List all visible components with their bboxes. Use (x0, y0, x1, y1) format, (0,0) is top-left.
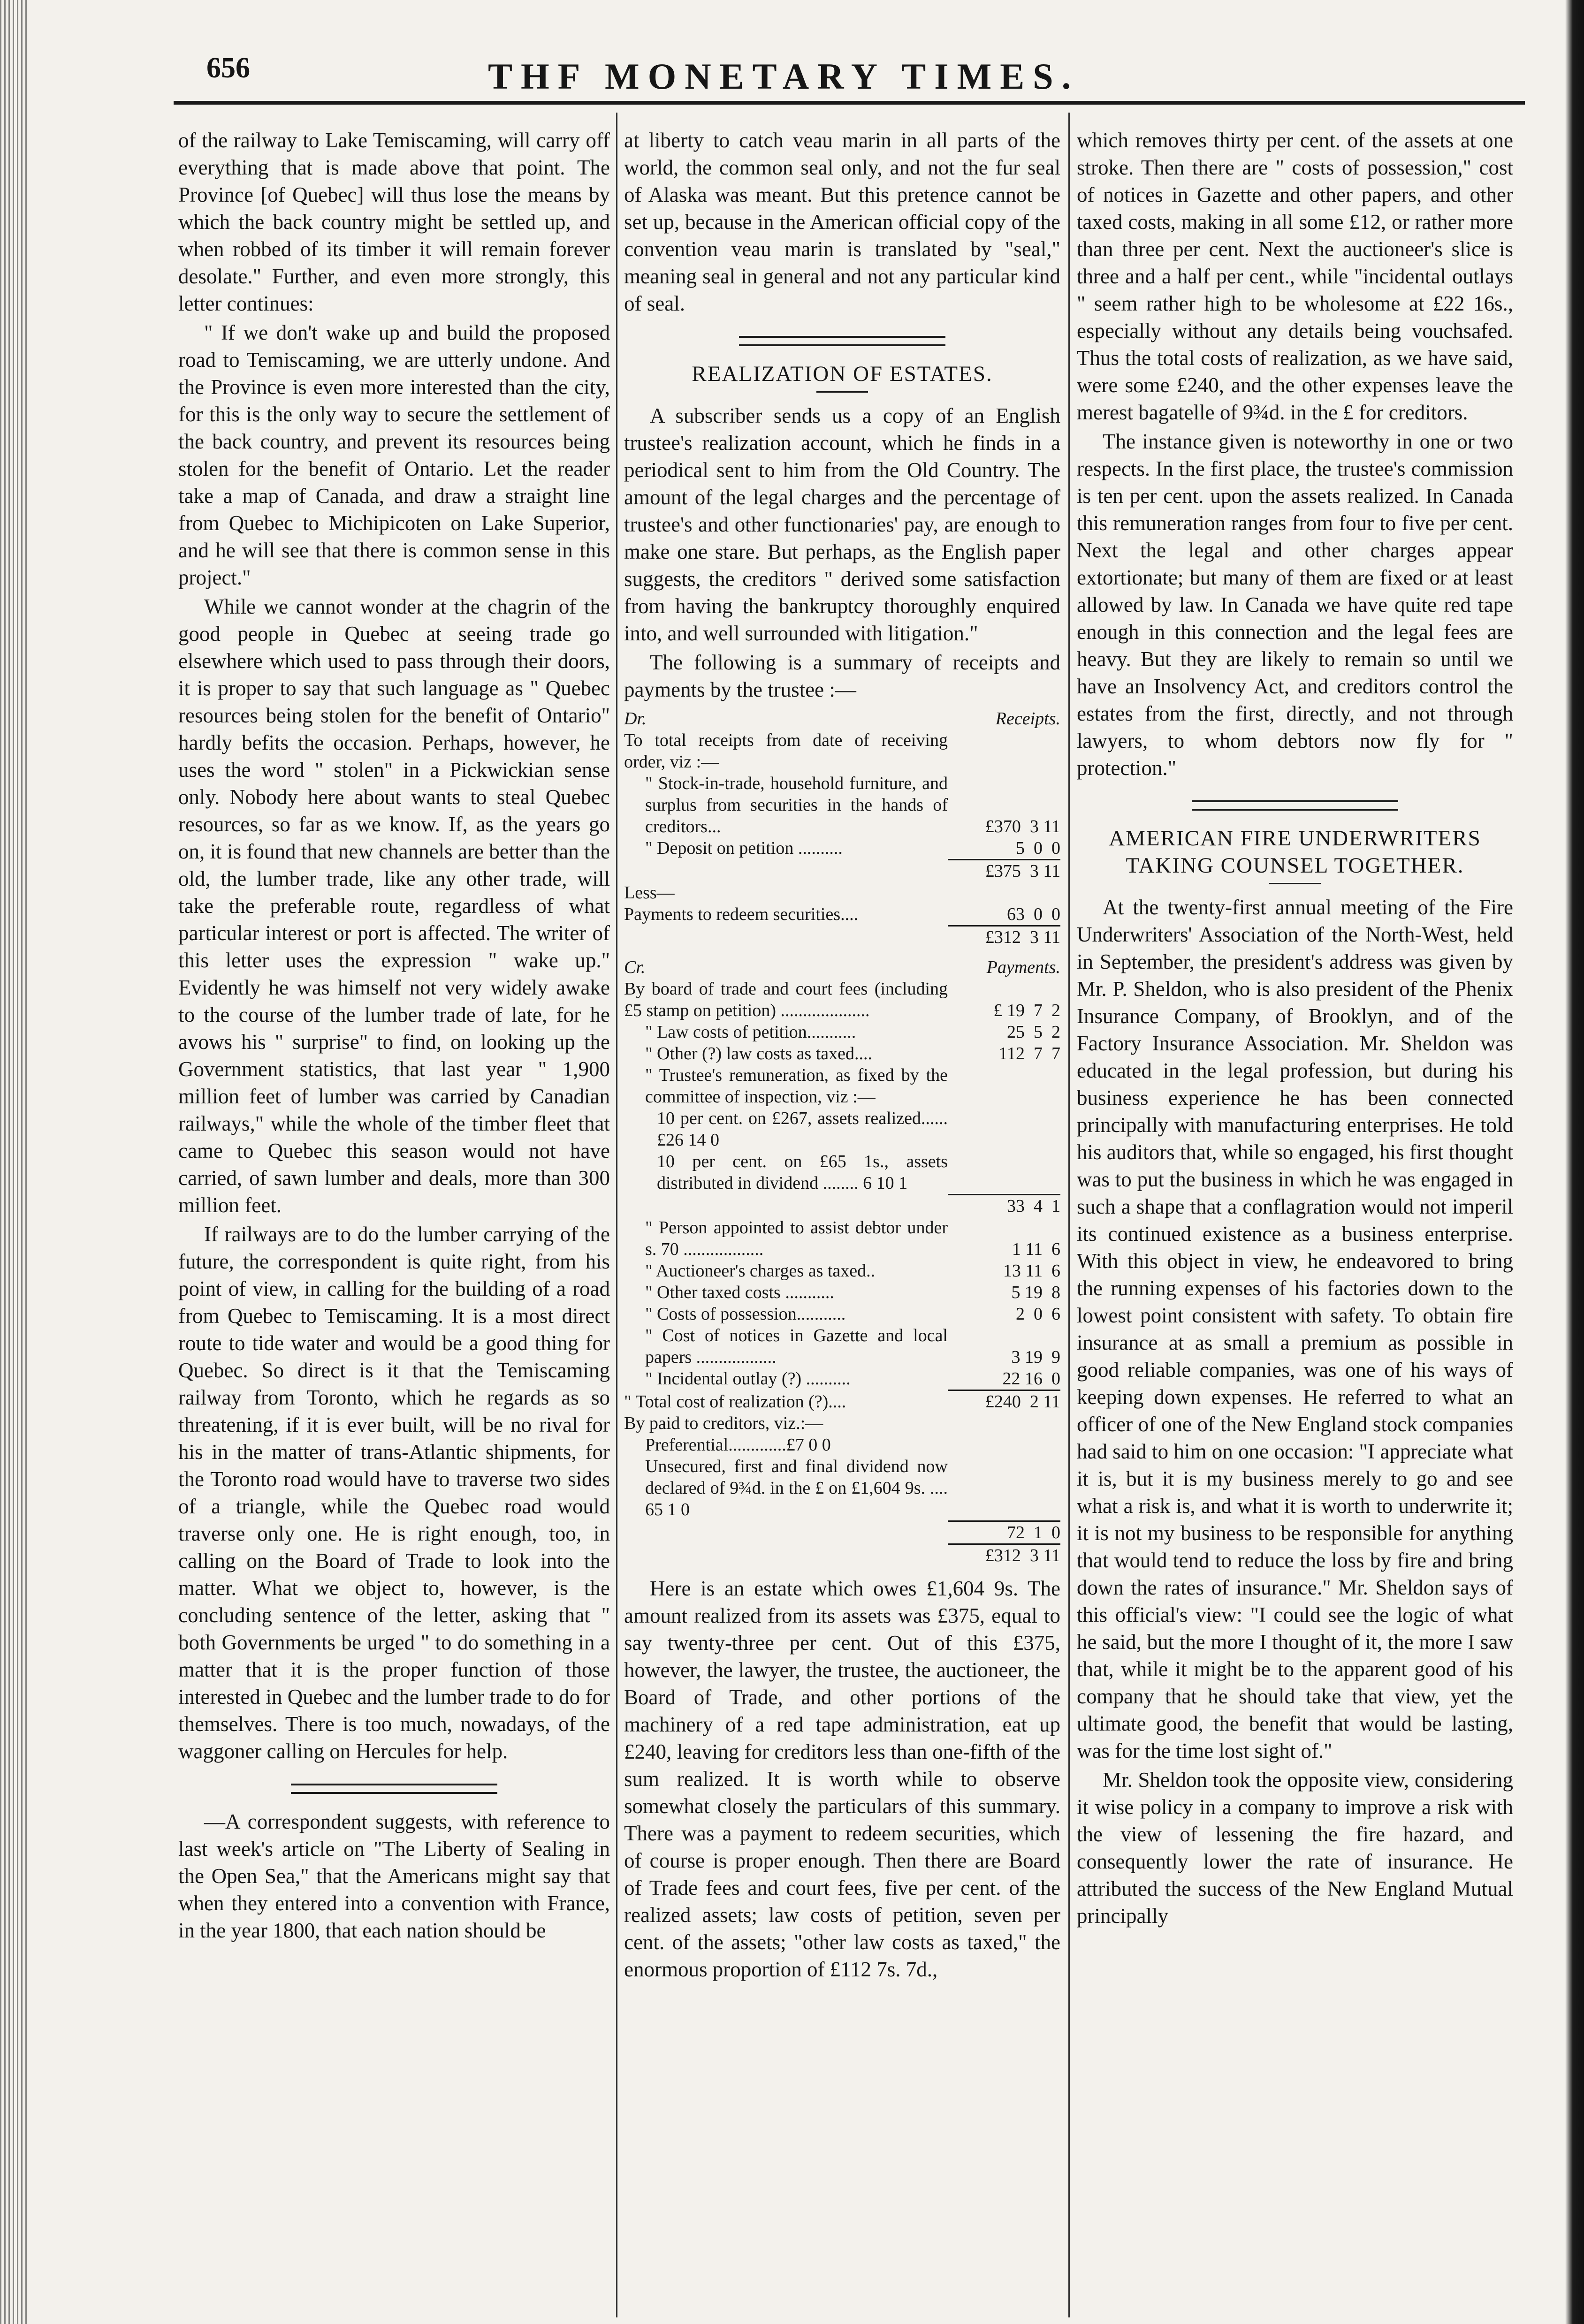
paragraph: While we cannot wonder at the chagrin of the good people in Quebec at seeing trade go elsewhere which used to pass through their doors, it is proper to say that such language as " Quebec resources being stolen for the benefit of Ontario" hardly befits the occasion. Perhaps, however, he uses the word " stolen" in a Pickwickian sense only. Nobody here about wants to steal Quebec resources, so far as we know. If, as the years go on, it is found that new channels are better than the old, the lumber trade, like any other trade, will take the preferable route, regardless of what particular interest or port is affected. The writer of this letter uses the expression " wake up." Evidently he was himself not very widely awake to the course of the lumber trade of late, for he avows his " surprise" to find, on looking up the Government statistics, that last year " 1,900 million feet of lumber was carried by Canadian railways," while the whole of the timber fleet that came to Quebec this season would not have carried, of sawn lumber and deals, more than 300 million feet. (178, 595, 610, 1217)
ledger-description: 10 per cent. on £65 1s., assets distributed in dividend ........ 6 10 1 (657, 1152, 948, 1193)
paragraph: The following is a summary of receipts and payments by the trustee :— (624, 651, 1060, 701)
ledger-description: " Law costs of petition........... (645, 1022, 856, 1042)
column-1 (178, 127, 610, 1946)
ledger-description: By board of trade and court fees (including £5 stamp on petition) .................... (624, 979, 948, 1020)
ledger-row (624, 1260, 1060, 1282)
paragraph: —A correspondent suggests, with reference to last week's article on "The Liberty of Sealing in the Open Sea," that the Americans might say that when they entered into a convention with France, in the year 1800, that each nation should be (178, 1810, 610, 1942)
paragraph: at liberty to catch veau marin in all parts of the world, the common seal only, and not the fur seal of Alaska was meant. But this pretence cannot be set up, because in the American official copy of the convention veau marin is translated by "seal," meaning seal in general and not any particular kind of seal. (624, 129, 1060, 315)
paragraph: A subscriber sends us a copy of an English trustee's realization account, which he finds in a periodical sent to him from the Old Country. The amount of the legal charges and the percentage of trustee's and other functionaries' pay, are enough to make one stare. But perhaps, as the English paper suggests, the creditors " derived some satisfaction from having the bankruptcy thoroughly enquired into, and well surrounded with litigation." (624, 404, 1060, 645)
ledger-description: " Stock-in-trade, household furniture, and surplus from securities in the hands of creditors... (645, 774, 948, 836)
ledger-row (624, 1325, 1060, 1368)
ledger-amount: 112 7 7 (998, 1044, 1060, 1063)
ledger-amount: £312 3 11 (948, 1543, 1060, 1566)
paragraph: If railways are to do the lumber carrying of the future, the correspondent is quite right, from his point of view, in calling for the building of a road from Quebec to Temiscaming. It is a most direct route to tide water and would be a good thing for Quebec. So direct is it that the Temiscaming railway from Toronto, which he regards as so threatening, if it is ever built, will be no rival for his in the matter of trans-Atlantic shipments, for the Toronto road would have to traverse two sides of a triangle, while the Quebec road would traverse only one. He is right enough, too, in calling on the Board of Trade to look into the matter. What we object to, however, is the concluding sentence of the letter, asking that " both Governments be urged " to do something in a matter that it is the proper function of those interested in Quebec and the lumber trade to do for themselves. There is too much, nowadays, of the waggoner calling on Hercules for help. (178, 1223, 610, 1763)
section-separator (1192, 800, 1398, 811)
ledger-row (624, 1434, 1060, 1456)
ledger-row (624, 1217, 1060, 1260)
ledger-description: Dr. (624, 709, 647, 729)
ledger-description: " Other (?) law costs as taxed.... (645, 1044, 873, 1063)
ledger-amount: 22 16 0 (1002, 1369, 1060, 1389)
ledger-amount: 1 11 6 (1012, 1239, 1060, 1259)
section-separator (291, 1784, 497, 1794)
ledger-row (624, 1151, 1060, 1194)
article-heading: AMERICAN FIRE UNDERWRITERS TAKING COUNSEL TOGETHER. (1109, 826, 1481, 878)
heading-rule (1269, 883, 1321, 884)
ledger-row (624, 1282, 1060, 1303)
ledger-row (624, 1021, 1060, 1043)
ledger-row (624, 1303, 1060, 1325)
ledger-description: " Person appointed to assist debtor under s. 70 .................. (645, 1218, 948, 1259)
ledger-row (624, 1043, 1060, 1064)
paragraph: Here is an estate which owes £1,604 9s. The amount realized from its assets was £375, equal to say twenty-three per cent. Out of this £375, however, the lawyer, the trustee, the auctioneer, the Board of Trade, and other portions of the machinery of a red tape administration, eat up £240, leaving for creditors less than one-fifth of the sum realized. It is worth while to observe somewhat closely the particulars of this summary. There was a payment to redeem securities, which of course is proper enough. Then there are Board of Trade fees and court fees, five per cent. of the realized assets; law costs of petition, seven per cent. of the assets; "other law costs as taxed," the enormous proportion of £112 7s. 7d., (624, 1577, 1060, 1981)
ledger-amount: 3 19 9 (1011, 1347, 1060, 1367)
ledger-row (624, 1520, 1060, 1543)
ledger-row (624, 1064, 1060, 1108)
ledger-description: " Incidental outlay (?) .......... (645, 1369, 851, 1389)
paragraph: The instance given is noteworthy in one or two respects. In the first place, the trustee's commission is ten per cent. upon the assets realized. In Canada this remuneration ranges from four to five per cent. Next the legal and other charges appear extortionate; but many of them are fixed or at least allowed by law. In Canada we have quite red tape enough in this connection and the legal fees are heavy. But they are likely to remain so until we have an Insolvency Act, and creditors control the estates from the first, directly, and not through lawyers, to whom debtors now fly for " protection." (1077, 430, 1513, 780)
ledger-description: " Other taxed costs ........... (645, 1283, 834, 1302)
ledger-description: " Trustee's remuneration, as fixed by the committee of inspection, viz :— (645, 1065, 948, 1107)
ledger-description: " Cost of notices in Gazette and local papers .................. (645, 1326, 948, 1367)
ledger-amount: £312 3 11 (948, 925, 1060, 948)
ledger-row (624, 904, 1060, 925)
ledger-row (624, 978, 1060, 1021)
paragraph: Mr. Sheldon took the opposite view, considering it wise policy in a company to improve a risk with the view of lessening the fire hazard, and consequently lower the rate of insurance. He attributed the success of the New England Mutual principally (1077, 1768, 1513, 1928)
ledger-amount: £375 3 11 (948, 859, 1060, 882)
binding-edge (0, 0, 28, 2324)
ledger-row (624, 708, 1060, 729)
article-heading: REALIZATION OF ESTATES. (692, 362, 993, 386)
receipts-ledger (624, 708, 1060, 948)
payments-ledger (624, 957, 1060, 1566)
column-3 (1077, 127, 1513, 1931)
heading-rule (816, 391, 868, 393)
column-2 (624, 127, 1060, 1985)
ledger-description: Less— (624, 883, 675, 903)
ledger-description: " Deposit on petition .......... (645, 838, 843, 858)
ledger-description: Cr. (624, 957, 646, 977)
ledger-row (624, 1108, 1060, 1151)
ledger-description: " Costs of possession........... (645, 1304, 846, 1324)
ledger-amount: 2 0 6 (1016, 1304, 1060, 1324)
paragraph: of the railway to Lake Temiscaming, will carry off everything that is made above that point. The Province [of Quebec] will thus lose the means by which the back country might be settled up, and when robbed of its timber it will remain forever desolate." Further, and even more strongly, this letter continues: (178, 129, 610, 315)
ledger-row (624, 1543, 1060, 1566)
ledger-row (624, 837, 1060, 859)
ledger-row (624, 1194, 1060, 1217)
ledger-row (624, 925, 1060, 948)
ledger-row (624, 1390, 1060, 1413)
column-divider (1068, 113, 1070, 2317)
ledger-amount: £ 19 7 2 (993, 1001, 1060, 1020)
paragraph: which removes thirty per cent. of the assets at one stroke. Then there are " costs of possession," cost of notices in Gazette and other papers, and other taxed costs, making in all some £12, or rather more than three per cent. Next the auctioneer's slice is three and a half per cent., while "incidental outlays " seem rather high to be wholesome at £22 16s., especially without any details being vouchsafed. Thus the total costs of realization, as we have said, were some £240, and the other expenses leave the merest bagatelle of 9¾d. in the £ for creditors. (1077, 129, 1513, 424)
ledger-description: " Total cost of realization (?).... (624, 1392, 846, 1412)
section-separator (739, 336, 945, 346)
ledger-row (624, 882, 1060, 904)
ledger-description: Payments to redeem securities.... (624, 904, 859, 924)
ledger-amount: 5 19 8 (1011, 1283, 1060, 1302)
ledger-amount: Payments. (986, 957, 1060, 977)
ledger-description: To total receipts from date of receiving order, viz :— (624, 730, 948, 772)
ledger-amount: £370 3 11 (985, 817, 1060, 836)
column-divider (616, 113, 617, 2317)
ledger-amount: 25 5 2 (1007, 1022, 1060, 1042)
paragraph: At the twenty-first annual meeting of the Fire Underwriters' Association of the North-West, held in September, the president's address was given by Mr. P. Sheldon, who is also president of the Phenix Insurance Company, of Brooklyn, and of the Factory Insurance Association. Mr. Sheldon was educated in the legal profession, but during his business experience he has been connected principally with manufacturing enterprises. He told his auditors that, while so engaged, his first thought was to put the business in which he was engaged in such a shape that a conflagration would not imperil its continued existence as a business enterprise. With this object in view, he endeavored to bring the running expenses of his factories down to the lowest point consistent with safety. To obtain fire insurance at as small a premium as possible in good reliable companies, was one of his ways of keeping down expenses. He referred to what an officer of one of the New England stock companies had said to him on one occasion: "I appreciate what it is, but it is my business merely to go and see what a risk is, and what it is worth to underwrite it; it is not my business to be responsible for anything that would tend to reduce the loss by fire and bring down the rates of insurance." Mr. Sheldon says of this official's view: "I could see the logic of what he said, but the more I thought of it, the more I saw that, while it might be to the apparent good of his company that he should take that view, yet the ultimate good, the benefit that would be lasting, was for the time lost sight of." (1077, 896, 1513, 1762)
ledger-row (624, 957, 1060, 978)
page-edge-shadow (1565, 0, 1584, 2324)
ledger-row (624, 729, 1060, 773)
ledger-description: Unsecured, first and final dividend now declared of 9¾d. in the £ on £1,604 9s. .... 65 1 0 (645, 1457, 948, 1519)
masthead-title: THF MONETARY TIMES. (488, 56, 1080, 97)
ledger-row (624, 1368, 1060, 1390)
ledger-row (624, 773, 1060, 837)
ledger-amount: 5 0 0 (1016, 838, 1060, 858)
ledger-amount: £240 2 11 (948, 1390, 1060, 1413)
ledger-description: " Auctioneer's charges as taxed.. (645, 1261, 876, 1281)
ledger-row (624, 859, 1060, 882)
ledger-amount: 72 1 0 (948, 1520, 1060, 1543)
header-rule (174, 101, 1525, 105)
ledger-amount: Receipts. (995, 709, 1060, 729)
ledger-amount: 63 0 0 (1007, 904, 1060, 924)
ledger-amount: 13 11 6 (1003, 1261, 1060, 1281)
page-number: 656 (206, 52, 250, 84)
ledger-description: 10 per cent. on £267, assets realized......£26 14 0 (657, 1109, 948, 1150)
ledger-row (624, 1456, 1060, 1520)
ledger-amount: 33 4 1 (948, 1194, 1060, 1217)
paragraph: " If we don't wake up and build the proposed road to Temiscaming, we are utterly undone. And the Province is even more interested than the city, for this is the only way to secure the settlement of the back country, and prevent its resources being stolen for the benefit of Ontario. Let the reader take a map of Canada, and draw a straight line from Quebec to Michipicoten on Lake Superior, and he will see that there is common sense in this project." (178, 321, 610, 589)
ledger-description: By paid to creditors, viz.:— (624, 1413, 823, 1433)
ledger-description: Preferential.............£7 0 0 (645, 1435, 831, 1455)
ledger-row (624, 1413, 1060, 1434)
